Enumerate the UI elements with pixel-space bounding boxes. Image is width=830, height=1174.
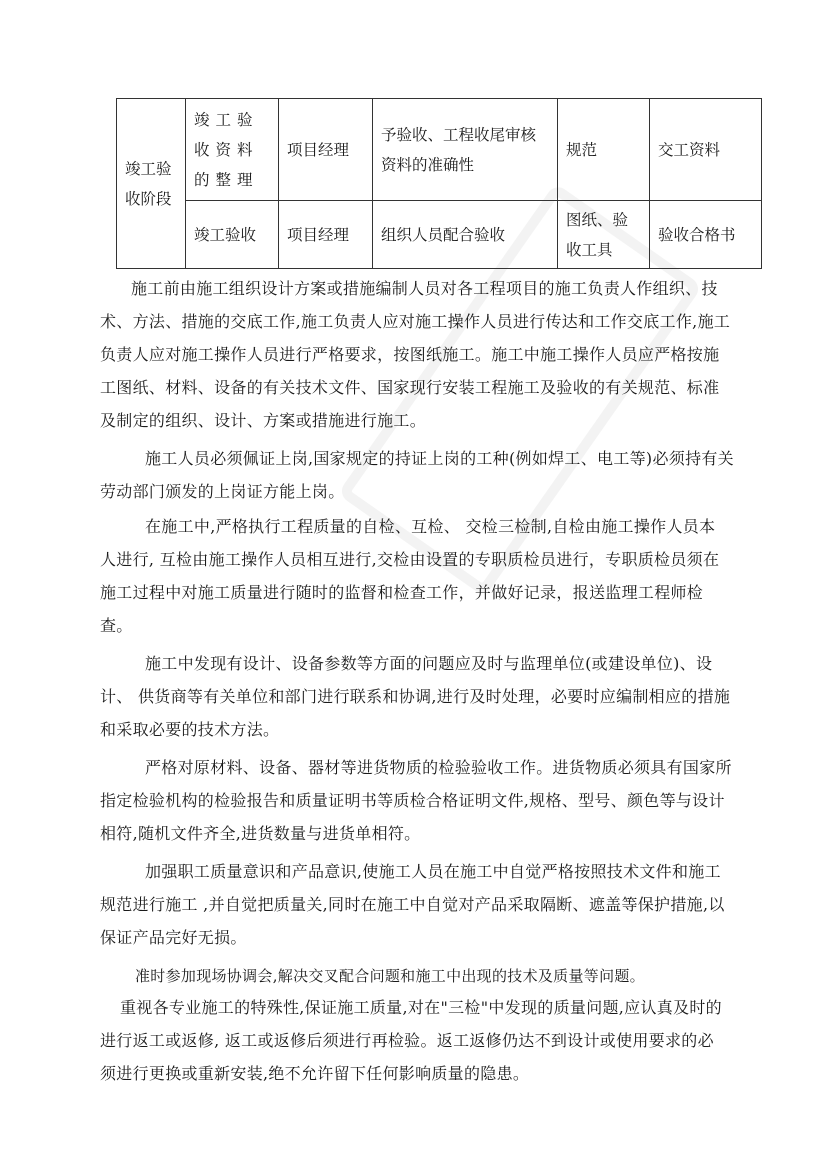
paragraph-line: 指定检验机构的检验报告和质量证明书等质检合格证明文件,规格、型号、颜色等与设计 (100, 791, 725, 810)
content-cell: 组织人员配合验收 (373, 201, 558, 269)
paragraph-line: 加强职工质量意识和产品意识,使施工人员在施工中自觉严格按照技术文件和施工 (145, 862, 721, 881)
paragraph-line: 须进行更换或重新安装,绝不允许留下任何影响质量的隐患。 (100, 1064, 530, 1083)
owner-cell: 项目经理 (279, 201, 373, 269)
paragraph-line: 查。 (100, 616, 133, 635)
paragraph-line: 术、方法、措施的交底工作,施工负责人应对施工操作人员进行传达和工作交底工作,施工 (100, 312, 731, 331)
paragraph-line: 施工人员必须佩证上岗,国家规定的持证上岗的工种(例如焊工、电工等)必须持有关 (145, 449, 734, 468)
basis-cell: 图纸、验收工具 (558, 201, 650, 269)
paragraph-line: 负责人应对施工操作人员进行严格要求，按图纸施工。施工中施工操作人员应严格按施 (100, 345, 720, 364)
paragraph-line: 工图纸、材料、设备的有关技术文件、国家现行安装工程施工及验收的有关规范、标准 (100, 378, 720, 397)
output-cell: 交工资料 (650, 99, 762, 201)
paragraph-line: 严格对原材料、设备、器材等进货物质的检验验收工作。进货物质必须具有国家所 (145, 758, 732, 777)
paragraph-line: 人进行, 互检由施工操作人员相互进行,交检由设置的专职质检员进行，专职质检员须在 (100, 550, 720, 569)
item-cell: 竣工验收资料的整理 (186, 99, 279, 201)
table-row (117, 99, 762, 201)
stage-cell: 竣工验收阶段 (117, 99, 186, 269)
acceptance-table (116, 98, 762, 269)
paragraph-line: 在施工中,严格执行工程质量的自检、互检、 交检三检制,自检由施工操作人员本 (145, 517, 716, 536)
paragraph-line: 和采取必要的技术方法。 (100, 720, 280, 739)
paragraph-line: 相符,随机文件齐全,进货数量与进货单相符。 (100, 824, 421, 843)
table-row (117, 201, 762, 269)
paragraph-line: 劳动部门颁发的上岗证方能上岗。 (100, 482, 345, 501)
paragraph-line: 施工前由施工组织设计方案或措施编制人员对各工程项目的施工负责人作组织、技 (131, 279, 718, 298)
paragraph-line: 规范进行施工 ,并自觉把质量关,同时在施工中自觉对产品采取隔断、遮盖等保护措施,以 (100, 895, 725, 914)
paragraph-line: 进行返工或返修, 返工或返修后须进行再检验。返工返修仍达不到设计或使用要求的必 (100, 1031, 714, 1050)
paragraph-line: 准时参加现场协调会,解决交叉配合问题和施工中出现的技术及质量等问题。 (135, 967, 645, 985)
paragraph-line: 施工过程中对施工质量进行随时的监督和检查工作，并做好记录，报送监理工程师检 (100, 583, 704, 602)
paragraph-line: 施工中发现有设计、设备参数等方面的问题应及时与监理单位(或建设单位)、设 (145, 654, 713, 673)
content-cell: 予验收、工程收尾审核资料的准确性 (373, 99, 558, 201)
paragraph-line: 计、 供货商等有关单位和部门进行联系和协调,进行及时处理，必要时应编制相应的措施 (100, 687, 731, 706)
paragraph-line: 保证产品完好无损。 (100, 928, 247, 947)
paragraph-line: 及制定的组织、设计、方案或措施进行施工。 (100, 411, 427, 430)
owner-cell: 项目经理 (279, 99, 373, 201)
output-cell: 验收合格书 (650, 201, 762, 269)
item-cell: 竣工验收 (186, 201, 279, 269)
basis-cell: 规范 (558, 99, 650, 201)
paragraph-line: 重视各专业施工的特殊性,保证施工质量,对在"三检"中发现的质量问题,应认真及时的 (120, 998, 722, 1017)
